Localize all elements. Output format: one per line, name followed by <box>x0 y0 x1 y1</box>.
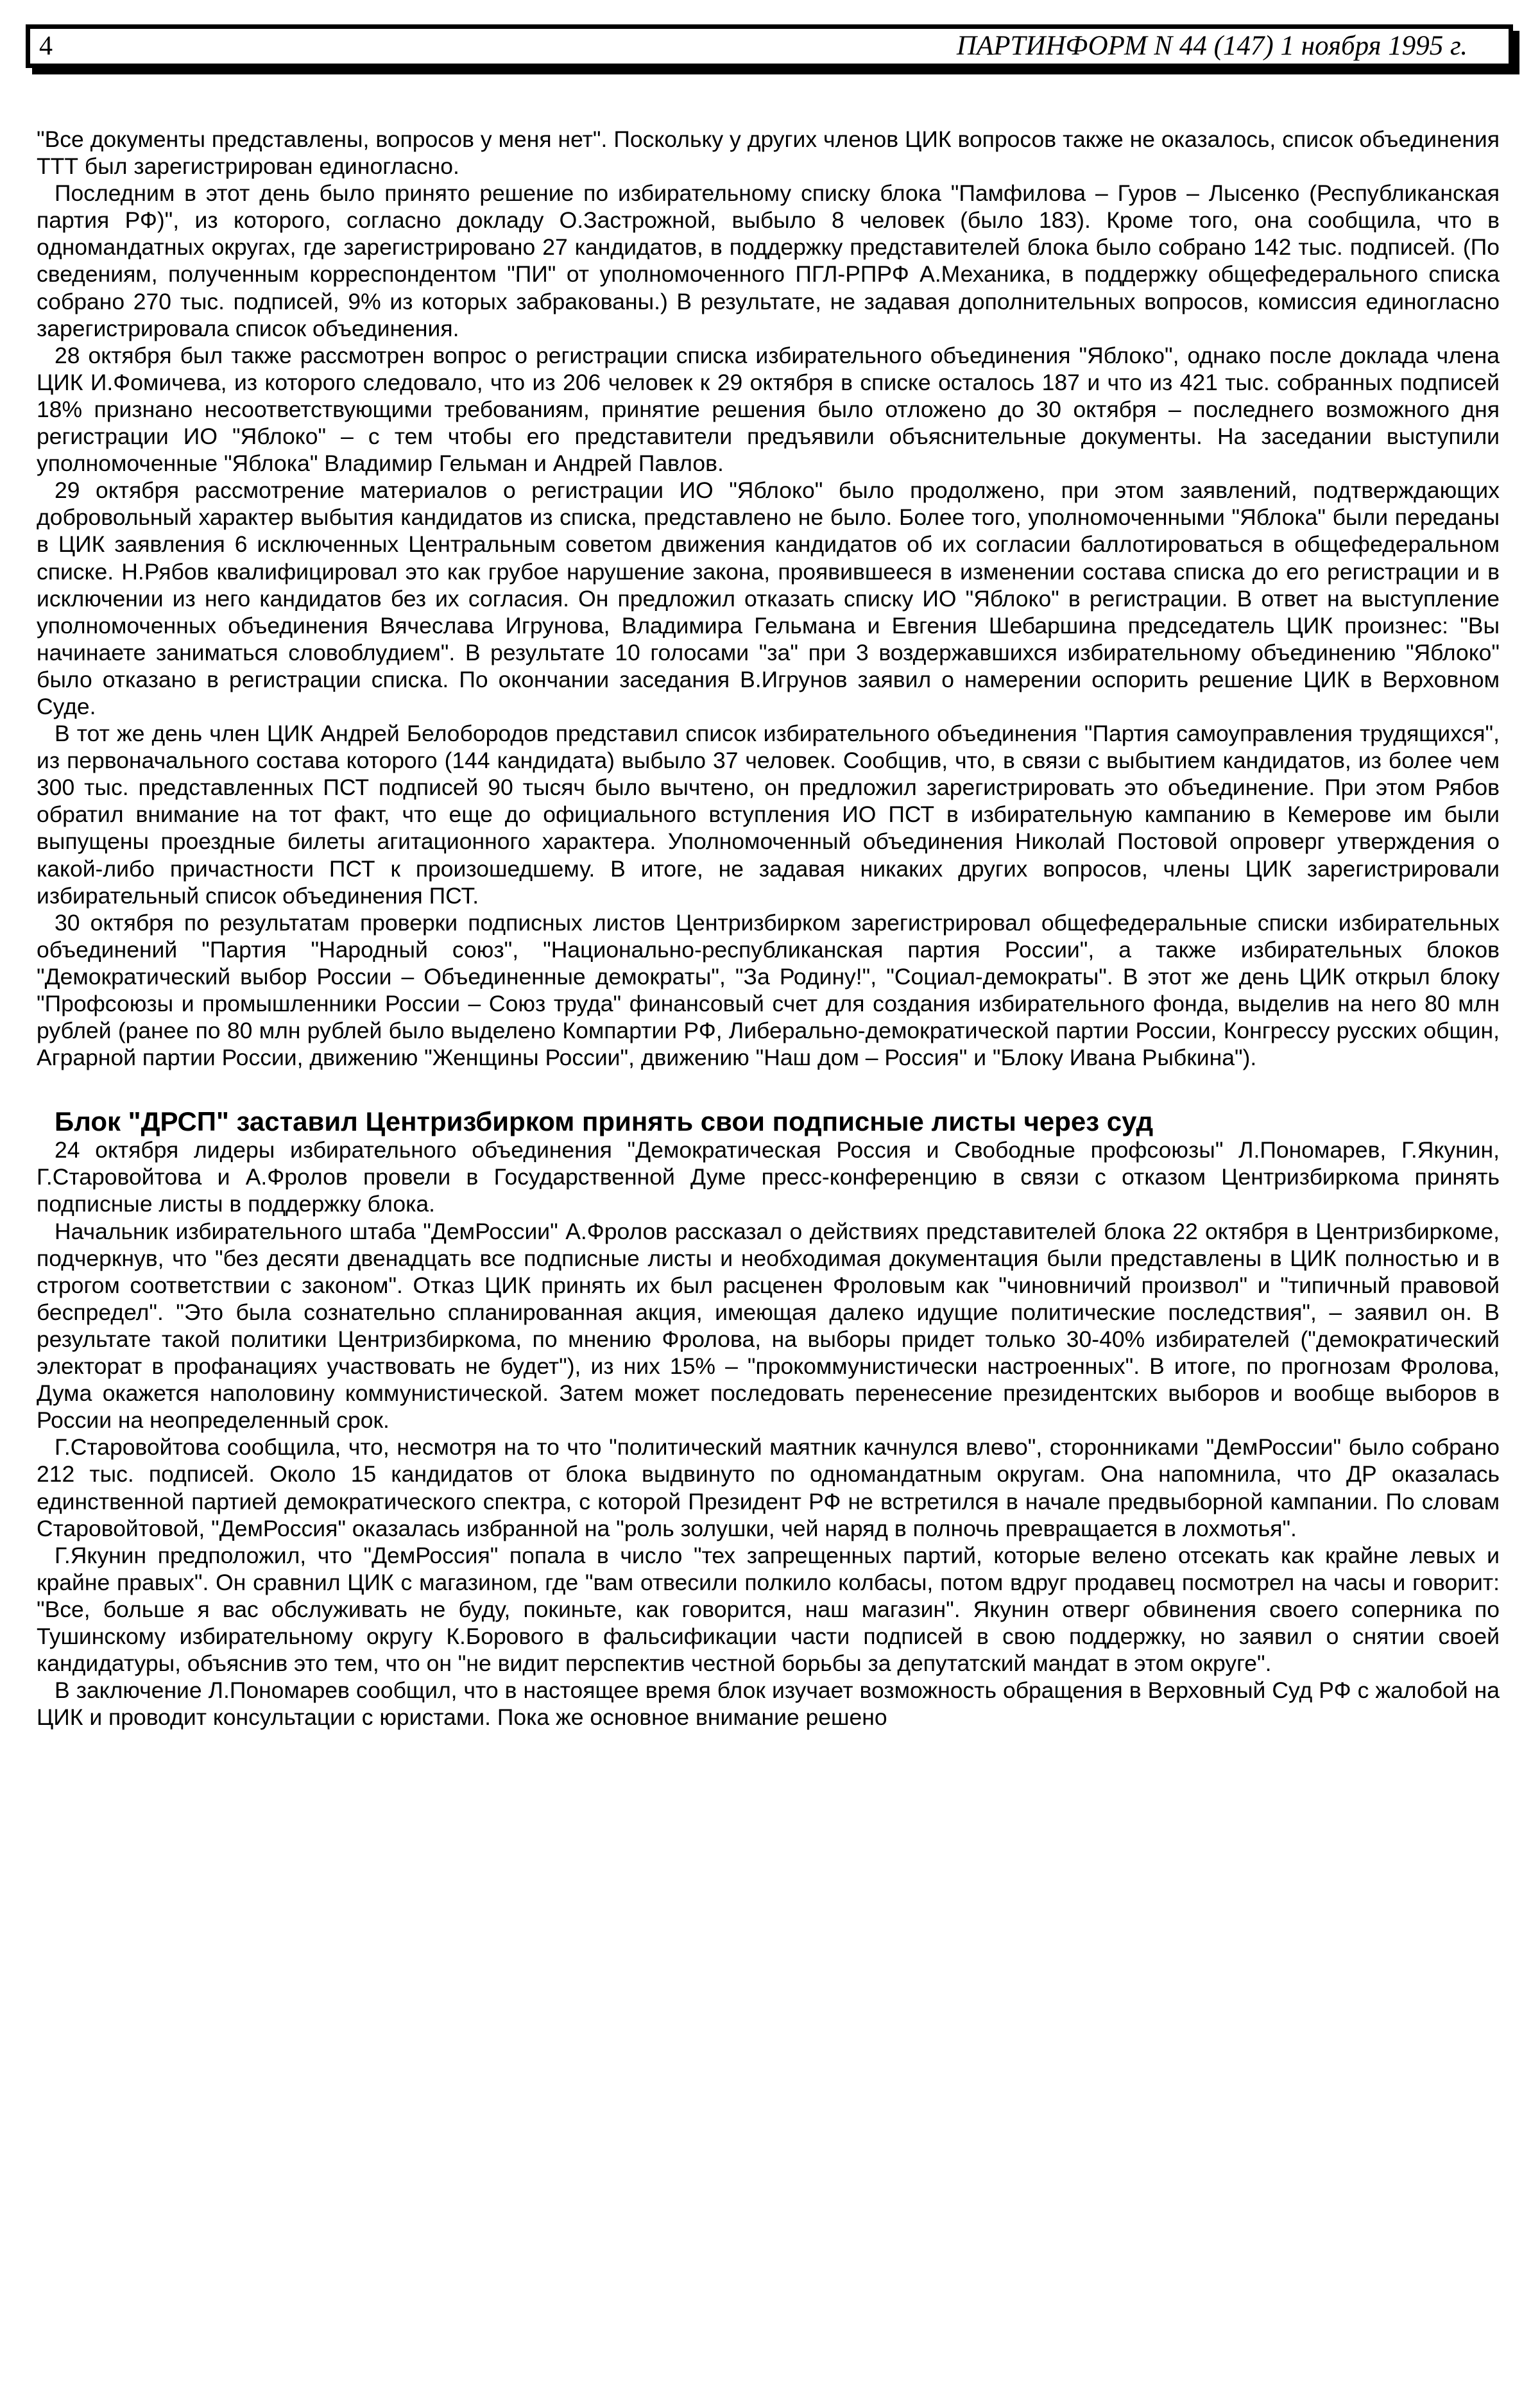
article1-paragraph: В тот же день член ЦИК Андрей Белобородов представил список избирательного объединения "Партия самоуправления трудящихся", из первоначального состава которого (144 кандидата) выбыло 37 человек. Сообщив, что, в связи с выбытием кандидатов, из более чем 300 тыс. представленных ПСТ подписей 90 тысяч было вычтено, он предложил зарегистрировать это объединение. При этом Рябов обратил внимание на тот факт, что еще до официального вступления ИО ПСТ в избирательную кампанию в Кемерове им были выпущены проездные билеты агитационного характера. Уполномоченный объединения Николай Постовой опроверг утверждения о какой-либо причастности ПСТ к произошедшему. В итоге, не задавая никаких других вопросов, члены ЦИК зарегистрировали избирательный список объединения ПСТ. <box>37 721 1500 909</box>
article1-paragraph: Последним в этот день было принято решение по избирательному списку блока "Памфилова – Гуров – Лысенко (Республиканская партия РФ)", из которого, согласно докладу О.Застрожной, выбыло 8 человек (было 183). Кроме того, она сообщила, что в одномандатных округах, где зарегистрировано 27 кандидатов, в поддержку представителей блока было собрано 142 тыс. подписей. (По сведениям, полученным корреспондентом "ПИ" от уполномоченного ПГЛ-РПРФ А.Механика, в поддержку общефедерального списка собрано 270 тыс. подписей, 9% из которых забракованы.) В результате, не задавая дополнительных вопросов, комиссия единогласно зарегистрировала список объединения. <box>37 180 1500 341</box>
article2-paragraph: Г.Старовойтова сообщила, что, несмотря на то что "политический маятник качнулся влево", сторонниками "ДемРоссии" было собрано 212 тыс. подписей. Около 15 кандидатов от блока выдвинуто по одномандатным округам. Она напомнила, что ДР оказалась единственной партией демократического спектра, с которой Президент РФ не встретился в начале предвыборной кампании. По словам Старовойтовой, "ДемРоссия" оказалась избранной на "роль золушки, чей наряд в полночь превращается в лохмотья". <box>37 1434 1500 1541</box>
article2-headline: Блок "ДРСП" заставил Центризбирком принять свои подписные листы через суд <box>55 1106 1154 1137</box>
article1-paragraph: 30 октября по результатам проверки подписных листов Центризбирком зарегистрировал общефедеральные списки избирательных объединений "Партия "Народный союз", "Национально-республиканская партия России", а также избирательных блоков "Демократический выбор России – Объединенные демократы", "За Родину!", "Социал-демократы". В этот же день ЦИК открыл блоку "Профсоюзы и промышленники России – Союз труда" финансовый счет для создания избирательного фонда, выделив на него 80 млн рублей (ранее по 80 млн рублей было выделено Компартии РФ, Либерально-демократической партии России, Конгрессу русских общин, Аграрной партии России, движению "Женщины России", движению "Наш дом – Россия" и "Блоку Ивана Рыбкина"). <box>37 909 1500 1071</box>
article2-paragraph: Г.Якунин предположил, что "ДемРоссия" попала в число "тех запрещенных партий, которые велено отсекать как крайне левых и крайне правых". Он сравнил ЦИК с магазином, где "вам отвесили полкило колбасы, потом вдруг продавец посмотрел на часы и говорит: "Все, больше я вас обслуживать не буду, покиньте, как говорится, наш магазин". Якунин отверг обвинения своего соперника по Тушинскому избирательному округу К.Борового в фальсификации части подписей в свою поддержку, но заявил о снятии своей кандидатуры, объяснив это тем, что он "не видит перспектив честной борьбы за депутатский мандат в этом округе". <box>37 1542 1500 1677</box>
page-number: 4 <box>39 31 53 61</box>
article1-paragraph: "Все документы представлены, вопросов у меня нет". Поскольку у других членов ЦИК вопросов также не оказалось, список объединения ТТТ был зарегистрирован единогласно. <box>37 126 1500 180</box>
article1-paragraph: 28 октября был также рассмотрен вопрос о регистрации списка избирательного объединения "Яблоко", однако после доклада члена ЦИК И.Фомичева, из которого следовало, что из 206 человек к 29 октября в списке осталось 187 и что из 421 тыс. собранных подписей 18% признано несоответствующими требованиям, принятие решения было отложено до 30 октября – последнего возможного дня регистрации ИО "Яблоко" – с тем чтобы его представители предъявили объяснительные документы. На заседании выступили уполномоченные "Яблока" Владимир Гельман и Андрей Павлов. <box>37 342 1500 477</box>
article-tsik-registration <box>37 126 1500 1071</box>
article2-paragraph: Начальник избирательного штаба "ДемРоссии" А.Фролов рассказал о действиях представителей блока 22 октября в Центризбиркоме, подчеркнув, что "без десяти двенадцать все подписные листы и необходимая документация были представлены в ЦИК полностью и в строгом соответствии с законом". Отказ ЦИК принять их был расценен Фроловым как "чиновничий произвол" и "типичный правовой беспредел". "Это была сознательно спланированная акция, имеющая далеко идущие политические последствия", – заявил он. В результате такой политики Центризбиркома, по мнению Фролова, на выборы придет только 30-40% избирателей ("демократический электорат в профанациях участвовать не будет"), из них 15% – "прокоммунистически настроенных". В итоге, по прогнозам Фролова, Дума окажется наполовину коммунистической. Затем может последовать перенесение президентских выборов и вообще выборов в России на неопределенный срок. <box>37 1218 1500 1434</box>
article2-paragraph: В заключение Л.Пономарев сообщил, что в настоящее время блок изучает возможность обращения в Верховный Суд РФ с жалобой на ЦИК и проводит консультации с юристами. Пока же основное внимание решено <box>37 1677 1500 1731</box>
article1-paragraph: 29 октября рассмотрение материалов о регистрации ИО "Яблоко" было продолжено, при этом заявлений, подтверждающих добровольный характер выбытия кандидатов из списка, представлено не было. Более того, уполномоченными "Яблока" были переданы в ЦИК заявления 6 исключенных Центральным советом движения кандидатов об их согласии баллотироваться в общефедеральном списке. Н.Рябов квалифицировал это как грубое нарушение закона, проявившееся в изменении состава списка до его регистрации и в исключении из него кандидатов без их согласия. Он предложил отказать списку ИО "Яблоко" в регистрации. В ответ на выступление уполномоченных объединения Вячеслава Игрунова, Владимира Гельмана и Евгения Шебаршина председатель ЦИК произнес: "Вы начинаете заниматься словоблудием". В результате 10 голосами "за" при 3 воздержавшихся избирательному объединению "Яблоко" было отказано в регистрации списка. По окончании заседания В.Игрунов заявил о намерении оспорить решение ЦИК в Верховном Суде. <box>37 477 1500 719</box>
masthead-title: ПАРТИНФОРМ N 44 (147) 1 ноября 1995 г. <box>956 31 1467 61</box>
article2-paragraph: 24 октября лидеры избирательного объединения "Демократическая Россия и Свободные профсоюзы" Л.Пономарев, Г.Якунин, Г.Старовойтова и А.Фролов провели в Государственной Думе пресс-конференцию в связи с отказом Центризбиркома принять подписные листы в поддержку блока. <box>37 1137 1500 1217</box>
page-content <box>37 126 1500 1731</box>
page-header <box>26 24 1513 68</box>
article-drsp <box>37 1107 1500 1731</box>
